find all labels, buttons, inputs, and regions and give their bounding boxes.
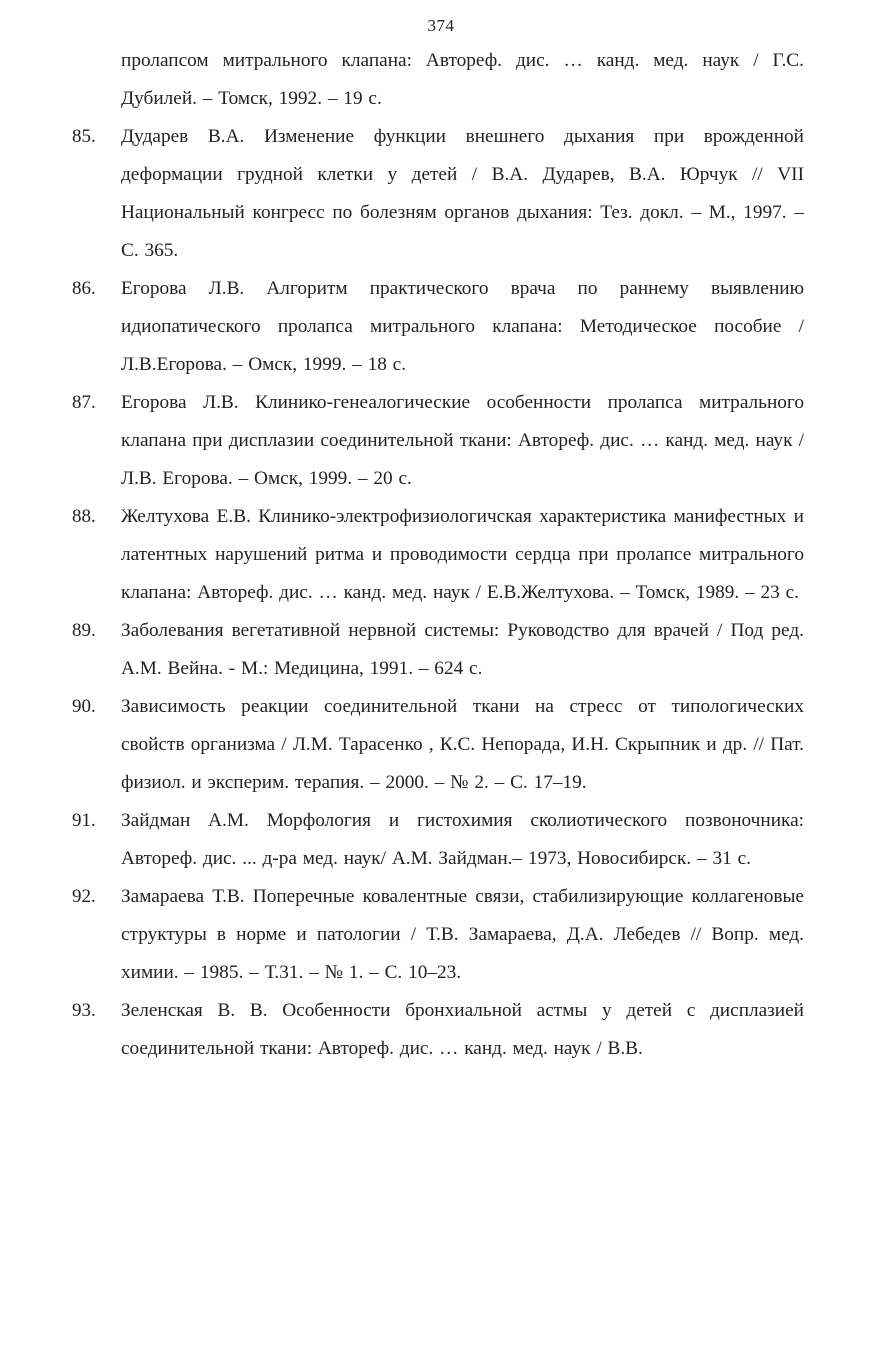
reference-number: 87. (72, 392, 96, 413)
reference-text: Зеленская В. В. Особенности бронхиальной астмы у детей с дисплазией соединительной ткани: Автореф. дис. … канд. мед. наук / В.В. (121, 1000, 804, 1059)
reference-item-continuation (0, 42, 882, 118)
reference-item-88 (0, 498, 882, 612)
reference-item-87 (0, 384, 882, 498)
reference-number: 92. (72, 886, 96, 907)
reference-text: пролапсом митрального клапана: Автореф. дис. … канд. мед. наук / Г.С. Дубилей. – Томск, 1992. – 19 с. (121, 50, 804, 109)
reference-text: Егорова Л.В. Алгоритм практического врача по раннему выявлению идиопатического пролапса митрального клапана: Методическое пособие / Л.В.Егорова. – Омск, 1999. – 18 с. (121, 278, 804, 375)
reference-text: Желтухова Е.В. Клинико-электрофизиологичская характеристика манифестных и латентных нарушений ритма и проводимости сердца при пролапсе митрального клапана: Автореф. дис. … канд. мед. наук / Е.В.Желтухова. – Томск, 1989. – 23 с. (121, 506, 804, 603)
reference-text: Дударев В.А. Изменение функции внешнего дыхания при врожденной деформации грудной клетки у детей / В.А. Дударев, В.А. Юрчук // VII Национальный конгресс по болезням органов дыхания: Тез. докл. – М., 1997. – С. 365. (121, 126, 804, 261)
page-number: 374 (427, 16, 455, 35)
reference-text: Замараева Т.В. Поперечные ковалентные связи, стабилизирующие коллагеновые структуры в норме и патологии / Т.В. Замараева, Д.А. Лебедев // Вопр. мед. химии. – 1985. – Т.31. – № 1. – С. 10–23. (121, 886, 804, 983)
reference-text: Зависимость реакции соединительной ткани на стресс от типологических свойств организма / Л.М. Тарасенко , К.С. Непорада, И.Н. Скрыпник и др. // Пат. физиол. и эксперим. терапия. – 2000. – № 2. – С. 17–19. (121, 696, 804, 793)
reference-item-89 (0, 612, 882, 688)
reference-number: 85. (72, 126, 96, 147)
reference-item-91 (0, 802, 882, 878)
reference-item-92 (0, 878, 882, 992)
reference-item-85 (0, 118, 882, 270)
reference-number: 90. (72, 696, 96, 717)
reference-number: 89. (72, 620, 96, 641)
reference-item-90 (0, 688, 882, 802)
reference-number: 91. (72, 810, 96, 831)
reference-text: Зайдман А.М. Морфология и гистохимия сколиотического позвоночника: Автореф. дис. ... д-ра мед. наук/ А.М. Зайдман.– 1973, Новосибирск. – 31 с. (121, 810, 804, 869)
reference-item-86 (0, 270, 882, 384)
reference-item-93 (0, 992, 882, 1068)
reference-number: 93. (72, 1000, 96, 1021)
reference-list (0, 42, 882, 1068)
reference-number: 88. (72, 506, 96, 527)
reference-number: 86. (72, 278, 96, 299)
reference-text: Заболевания вегетативной нервной системы: Руководство для врачей / Под ред. А.М. Вейна. - М.: Медицина, 1991. – 624 с. (121, 620, 804, 679)
reference-text: Егорова Л.В. Клинико-генеалогические особенности пролапса митрального клапана при дисплазии соединительной ткани: Автореф. дис. … канд. мед. наук / Л.В. Егорова. – Омск, 1999. – 20 с. (121, 392, 804, 489)
